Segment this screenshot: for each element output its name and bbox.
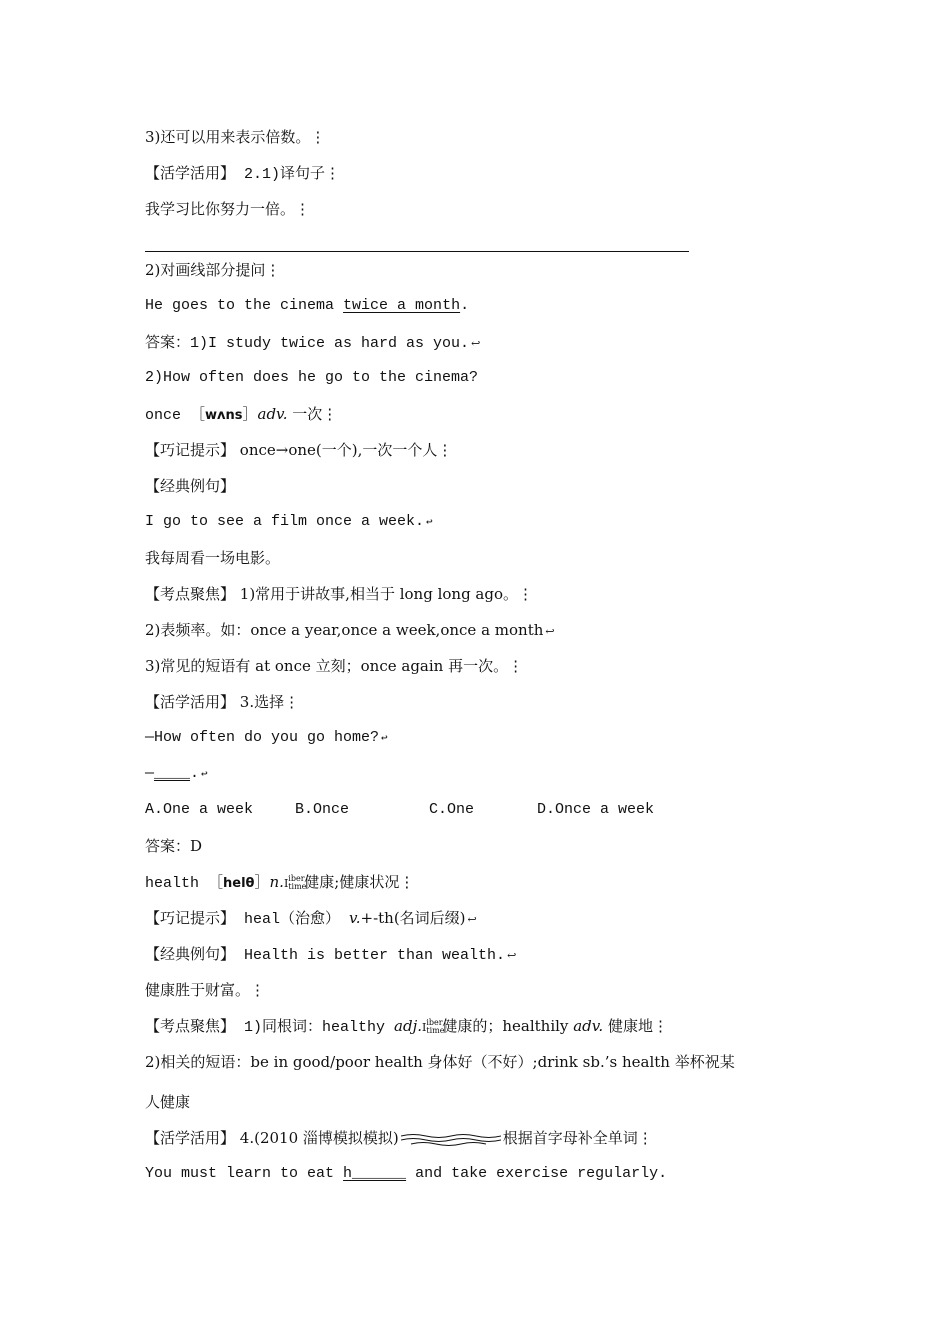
line-fill-blank: You must learn to eat h______ and take exercise regularly. xyxy=(145,1165,668,1182)
return-mark-icon: ↩ xyxy=(507,949,517,962)
line-focus-health-2-cont: 人健康 xyxy=(145,1093,191,1111)
wavy-underline-mark xyxy=(401,1132,501,1146)
option-b: B.Once xyxy=(295,801,350,818)
line-focus-2: 2)表频率。如：once a year,once a week,once a month ↩ xyxy=(145,621,555,639)
line-example-heading: 【经典例句】 xyxy=(145,477,236,495)
line-once-entry: once ［wʌns］adv. 一次⋮ xyxy=(145,405,338,424)
underlined-phrase: twice a month xyxy=(343,297,461,314)
return-mark-icon: ↩ xyxy=(381,733,388,745)
line-practice-2: 【活学活用】 2.1)译句子⋮ xyxy=(145,164,341,183)
section-tag: 【活学活用】 xyxy=(145,164,236,182)
stacked-mark: iber time xyxy=(288,874,307,891)
line-example-once: I go to see a film once a week. ↩ xyxy=(145,513,433,530)
line-translate-prompt: 我学习比你努力一倍。⋮ xyxy=(145,200,311,218)
line-focus-1: 【考点聚焦】 1)常用于讲故事,相当于 long long ago。⋮ xyxy=(145,585,534,603)
return-mark-icon: ↩ xyxy=(467,913,477,926)
line-focus-health-2: 2)相关的短语：be in good/poor health 身体好（不好）;drink sb.’s health 举杯祝某 xyxy=(145,1053,735,1071)
line-dialog-answer: —____. ↩ xyxy=(145,765,208,782)
line-options xyxy=(145,800,654,820)
line-dialog-question: —How often do you go home? ↩ xyxy=(145,729,388,746)
line-answer-1: 答案：1)I study twice as hard as you. ↩ xyxy=(145,333,481,352)
line-answer-d: 答案：D xyxy=(145,837,203,855)
stacked-mark: iber time xyxy=(426,1018,445,1035)
line-answer-2: 2)How often does he go to the cinema? xyxy=(145,369,479,386)
option-c: C.One xyxy=(429,801,475,818)
line-focus-health-1: 【考点聚焦】 1)同根词：healthy adj.Iiber time健康的；healthily adv. 健康地⋮ xyxy=(145,1017,668,1036)
line-practice-3: 【活学活用】 3.选择⋮ xyxy=(145,693,300,711)
answer-blank-line xyxy=(145,251,689,252)
line-example-health-translation: 健康胜于财富。⋮ xyxy=(145,981,266,999)
line-memory-tip-once: 【巧记提示】 once→one(一个),一次一个人⋮ xyxy=(145,441,453,459)
line-question-underlined: 2)对画线部分提问⋮ xyxy=(145,261,281,279)
answer-blank: ____ xyxy=(154,765,191,782)
return-mark-icon: ↩ xyxy=(201,769,208,781)
phonetic: wʌns xyxy=(205,408,243,423)
line-example-translation: 我每周看一场电影。 xyxy=(145,549,281,567)
line-example-health: 【经典例句】 Health is better than wealth. ↩ xyxy=(145,945,517,964)
fill-blank: h______ xyxy=(343,1165,407,1182)
line-cinema-sentence: He goes to the cinema twice a month. xyxy=(145,297,470,314)
option-d: D.Once a week xyxy=(537,801,655,818)
phonetic: helθ xyxy=(223,876,255,891)
return-mark-icon: ↩ xyxy=(471,337,481,350)
line-focus-3: 3)常见的短语有 at once 立刻；once again 再一次。⋮ xyxy=(145,657,524,675)
line-multiples-usage: 3)还可以用来表示倍数。⋮ xyxy=(145,128,326,146)
line-health-entry: health ［helθ］n.Iiber time健康;健康状况⋮ xyxy=(145,873,415,892)
return-mark-icon: ↩ xyxy=(426,517,433,529)
line-practice-4: 【活学活用】 4.(2010 淄博模拟模拟) 根据首字母补全单词⋮ xyxy=(145,1129,653,1147)
return-mark-icon: ↩ xyxy=(545,625,555,638)
line-memory-tip-health: 【巧记提示】 heal（治愈） v.+-th(名词后缀) ↩ xyxy=(145,909,477,928)
option-a: A.One a week xyxy=(145,801,254,818)
